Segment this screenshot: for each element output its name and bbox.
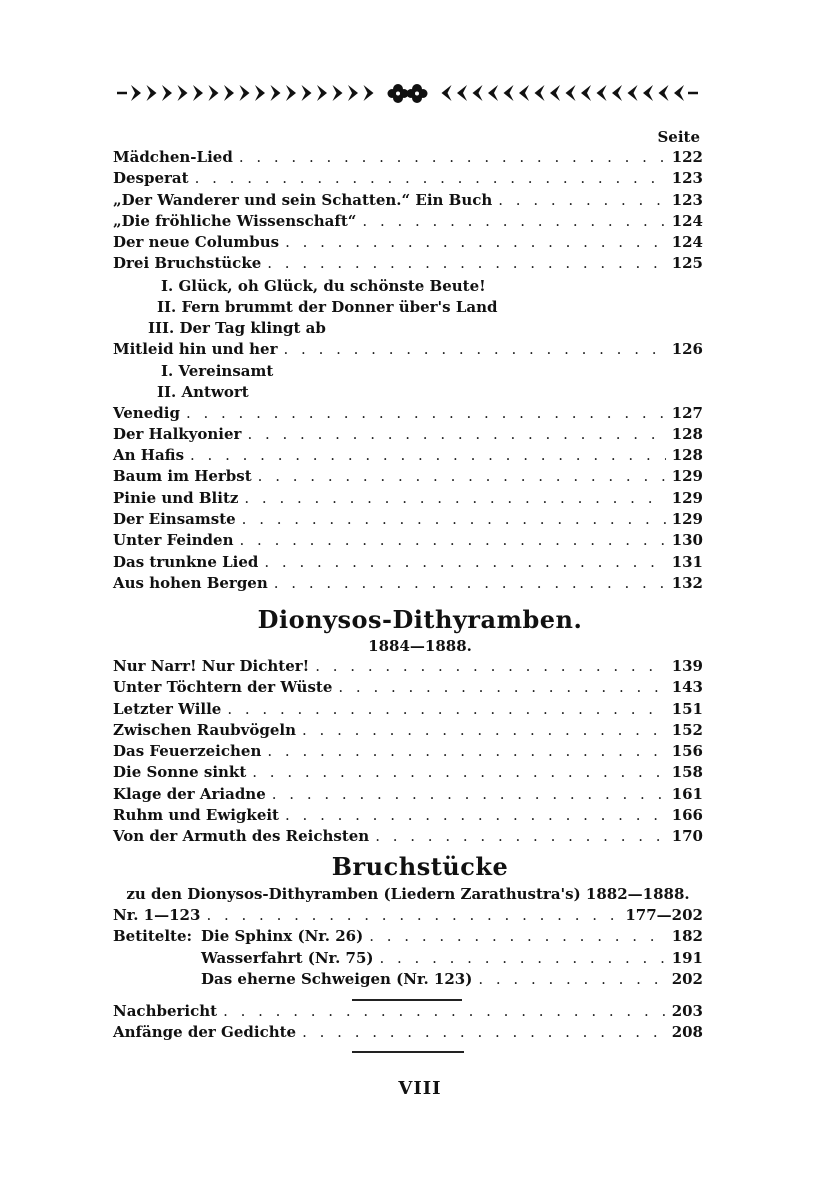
- toc-entry[interactable]: Betitelte: Die Sphinx (Nr. 26) . . . 182: [113, 927, 703, 948]
- toc-entry[interactable]: Wasserfahrt (Nr. 75) . . . 191: [113, 949, 703, 970]
- toc-entry[interactable]: Klage der Ariadne . . . 161: [113, 785, 703, 806]
- toc-entry[interactable]: Letzter Wille . . . 151: [113, 700, 703, 721]
- toc-entry[interactable]: „Die fröhliche Wissenschaft“ . . . 124: [113, 212, 703, 233]
- header-ornament: [115, 80, 700, 106]
- toc-entry[interactable]: Mädchen-Lied . . . 122: [113, 148, 703, 169]
- toc-section-appendix: [113, 1002, 703, 1045]
- toc-entry[interactable]: Nachbericht . . . 203: [113, 1002, 703, 1023]
- toc-entry[interactable]: An Hafis . . . 128: [113, 446, 703, 467]
- toc-entry[interactable]: Anfänge der Gedichte . . . 208: [113, 1023, 703, 1044]
- divider-rule: [352, 1051, 464, 1053]
- toc-entry[interactable]: „Der Wanderer und sein Schatten.“ Ein Buch . . . 123: [113, 191, 703, 212]
- toc-subentry[interactable]: I. Glück, oh Glück, du schönste Beute!: [161, 276, 486, 295]
- toc-entry[interactable]: Aus hohen Bergen . . . 132: [113, 574, 703, 595]
- toc-subentry[interactable]: III. Der Tag klingt ab: [148, 319, 326, 338]
- toc-entry[interactable]: Pinie und Blitz . . . 129: [113, 489, 703, 510]
- toc-entry[interactable]: Drei Bruchstücke . . . 125: [113, 254, 703, 275]
- divider-rule: [352, 999, 462, 1001]
- toc-entry[interactable]: Nr. 1—123 . . . 177—202: [113, 906, 703, 927]
- section-heading-dithyramben: Dionysos-Dithyramben.: [257, 605, 583, 634]
- toc-entry[interactable]: Zwischen Raubvögeln . . . 152: [113, 721, 703, 742]
- toc-entry[interactable]: Ruhm und Ewigkeit . . . 166: [113, 806, 703, 827]
- toc-entry[interactable]: Unter Feinden . . . 130: [113, 531, 703, 552]
- toc-subentry[interactable]: II. Antwort: [157, 383, 249, 402]
- toc-entry[interactable]: Nur Narr! Nur Dichter! . . . 139: [113, 657, 703, 678]
- toc-section-bruchstuecke: [113, 906, 703, 991]
- toc-entry[interactable]: Unter Töchtern der Wüste . . . 143: [113, 678, 703, 699]
- toc-entry[interactable]: Der Halkyonier . . . 128: [113, 425, 703, 446]
- toc-entry[interactable]: Das Feuerzeichen . . . 156: [113, 742, 703, 763]
- section-subtitle: zu den Dionysos-Dithyramben (Liedern Zarathustra's) 1882—1888.: [126, 885, 690, 903]
- page-number: VIII: [398, 1078, 442, 1099]
- toc-entry[interactable]: Venedig . . . 127: [113, 404, 703, 425]
- toc-entry[interactable]: Baum im Herbst . . . 129: [113, 467, 703, 488]
- section-years: 1884—1888.: [368, 637, 472, 655]
- toc-entry[interactable]: Die Sonne sinkt . . . 158: [113, 763, 703, 784]
- toc-subentry[interactable]: II. Fern brummt der Donner über's Land: [157, 298, 498, 317]
- toc-entry[interactable]: Von der Armuth des Reichsten . . . 170: [113, 827, 703, 848]
- toc-entry[interactable]: Mitleid hin und her . . . 126: [113, 340, 703, 361]
- toc-entry[interactable]: Desperat . . . 123: [113, 169, 703, 190]
- toc-entry[interactable]: Das trunkne Lied . . . 131: [113, 553, 703, 574]
- page-column-header: Seite: [657, 128, 700, 146]
- toc-section-poems: [113, 148, 703, 595]
- toc-subentry[interactable]: I. Vereinsamt: [161, 361, 274, 380]
- section-heading-bruchstuecke: Bruchstücke: [331, 852, 509, 881]
- toc-entry[interactable]: Der Einsamste . . . 129: [113, 510, 703, 531]
- toc-entry[interactable]: Das eherne Schweigen (Nr. 123) . . . 202: [113, 970, 703, 991]
- toc-entry[interactable]: Der neue Columbus . . . 124: [113, 233, 703, 254]
- toc-section-dithyramben: [113, 657, 703, 849]
